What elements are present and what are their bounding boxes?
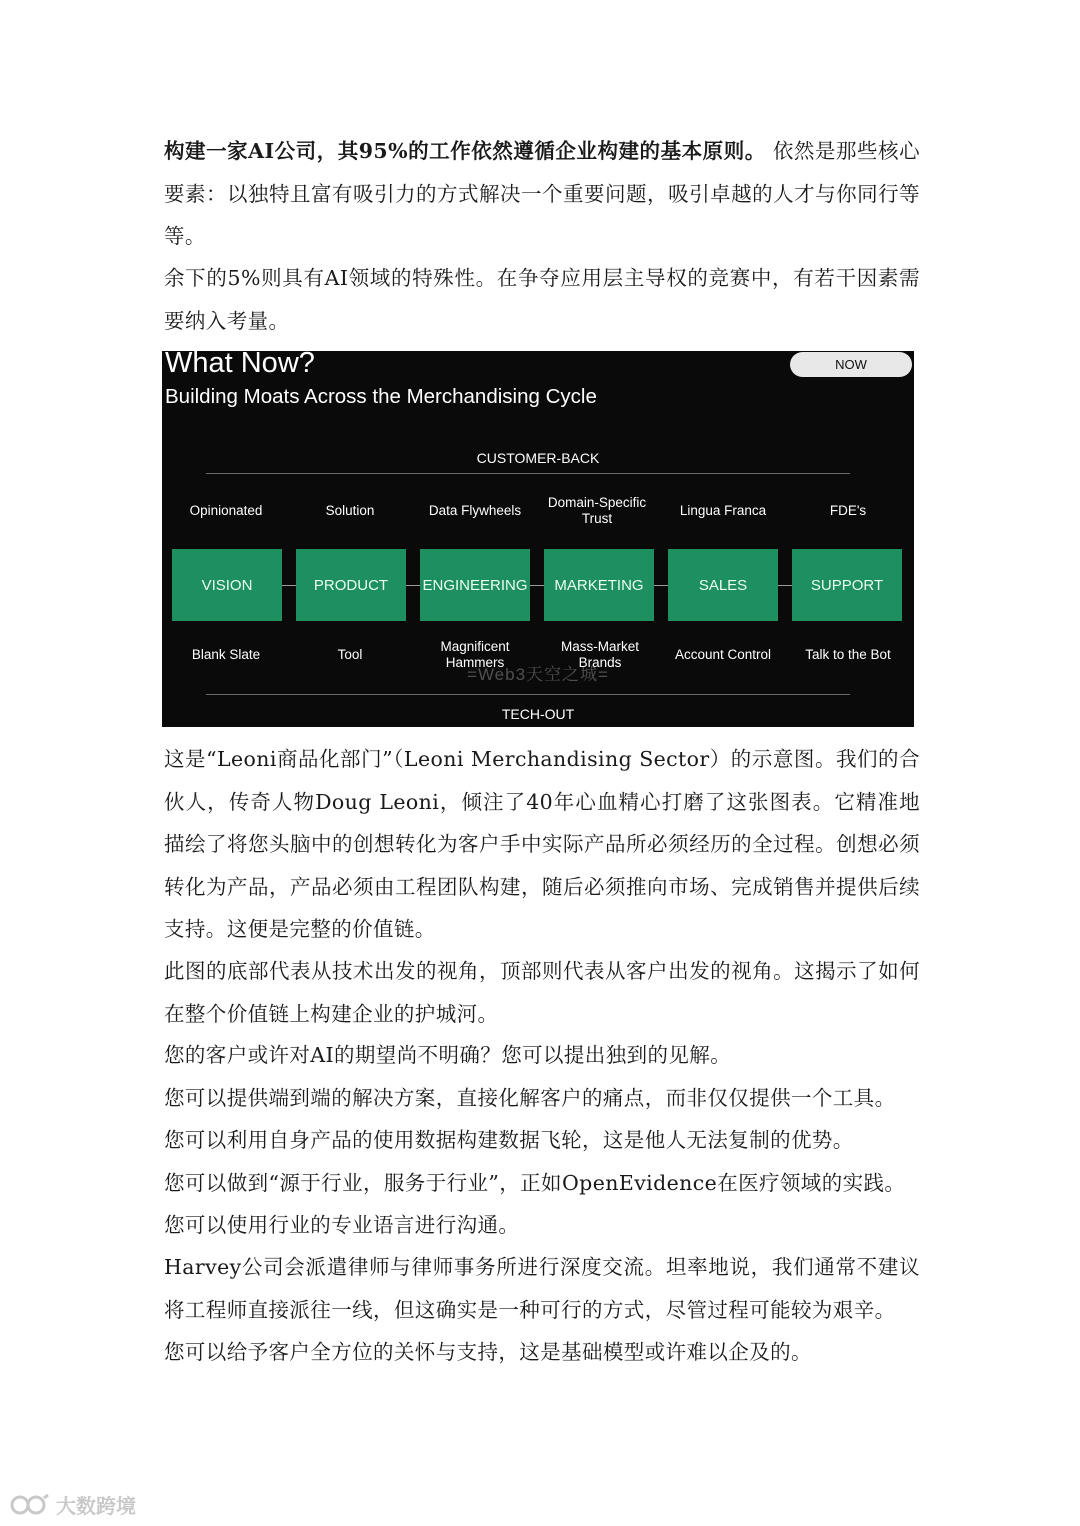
slide-subtitle: Building Moats Across the Merchandising Cycle [165,385,597,408]
stage-box-engineering: ENGINEERING [420,549,530,621]
moat-bottom-label: Account Control [674,647,772,662]
intro-bold-text: 构建一家AI公司，其95%的工作依然遵循企业构建的基本原则。 [164,139,766,163]
moat-top-label: Domain-Specific Trust [547,495,647,526]
moat-top-label: FDE's [829,503,867,518]
paragraph-intro [164,130,920,258]
stage-connector [778,585,792,586]
stage-box-vision: VISION [172,549,282,621]
now-badge: NOW [790,352,912,377]
brand-logo-text: 大数跨境 [56,1494,136,1518]
moat-bottom-label: Magnificent Hammers [440,639,510,670]
paragraph-data-flywheel: 您可以利用自身产品的使用数据构建数据飞轮，这是他人无法复制的优势。 [164,1128,854,1152]
stage-connector [282,585,296,586]
stage-connector [654,585,668,586]
paragraph-opinionated: 您的客户或许对AI的期望尚不明确？您可以提出独到的见解。 [164,1043,732,1067]
moat-top-label: Lingua Franca [679,503,767,518]
moat-top-label: Data Flywheels [428,503,522,518]
paragraph-lingua-franca: 您可以使用行业的专业语言进行沟通。 [164,1213,520,1237]
tech-out-label: TECH-OUT [501,706,575,722]
intro-text: 依然是那些核心要素：以独特且富有吸引力的方式解决一个重要问题，吸引卓越的人才与你同行等等。 [164,139,920,248]
paragraph-perspectives: 此图的底部代表从技术出发的视角，顶部则代表从客户出发的视角。这揭示了如何在整个价值链上构建企业的护城河。 [164,959,920,1026]
moat-bottom-label: Talk to the Bot [805,647,891,662]
top-divider [206,473,850,474]
moat-bottom-label: Blank Slate [191,647,261,662]
moat-top-label: Opinionated [189,503,263,518]
stage-connector [406,585,420,586]
paragraph-solution: 您可以提供端到端的解决方案，直接化解客户的痛点，而非仅仅提供一个工具。 [164,1086,896,1110]
brand-logo [10,1490,136,1519]
slide-watermark: =Web3天空之城= [467,665,609,684]
bottom-divider [206,694,850,695]
merchandising-cycle-slide [162,351,914,727]
paragraph-harvey-fde: Harvey公司会派遣律师与律师事务所进行深度交流。坦率地说，我们通常不建议将工程师直接派往一线，但这确实是一种可行的方式，尽管过程可能较为艰辛。 [164,1255,920,1322]
stage-box-marketing: MARKETING [544,549,654,621]
moat-bottom-label: Tool [337,647,363,662]
paragraph-leoni-sector: 这是“Leoni商品化部门”（Leoni Merchandising Sector）的示意图。我们的合伙人，传奇人物Doug Leoni，倾注了40年心血精心打磨了这张图表。它精准地描绘了将您头脑中的创想转化为客户手中实际产品所必须经历的全过程。创想必须转化为产品，产品必须由工程团队构建，随后必须推向市场、完成销售并提供后续支持。这便是完整的价值链。 [164,747,920,941]
moat-bottom-label: Mass-Market Brands [560,639,639,670]
paragraph-ai-specific: 余下的5%则具有AI领域的特殊性。在争夺应用层主导权的竞赛中，有若干因素需要纳入考量。 [164,266,920,333]
moat-top-label: Solution [325,503,375,518]
paragraph-support: 您可以给予客户全方位的关怀与支持，这是基础模型或许难以企及的。 [164,1340,812,1364]
paragraph-domain-trust: 您可以做到“源于行业，服务于行业”，正如OpenEvidence在医疗领域的实践。 [164,1171,906,1195]
slide-title: What Now? [165,351,315,379]
brand-mark-icon [10,1492,50,1518]
stage-connector [530,585,544,586]
stage-box-product: PRODUCT [296,549,406,621]
customer-back-label: CUSTOMER-BACK [476,450,600,466]
stage-box-sales: SALES [668,549,778,621]
stage-box-support: SUPPORT [792,549,902,621]
